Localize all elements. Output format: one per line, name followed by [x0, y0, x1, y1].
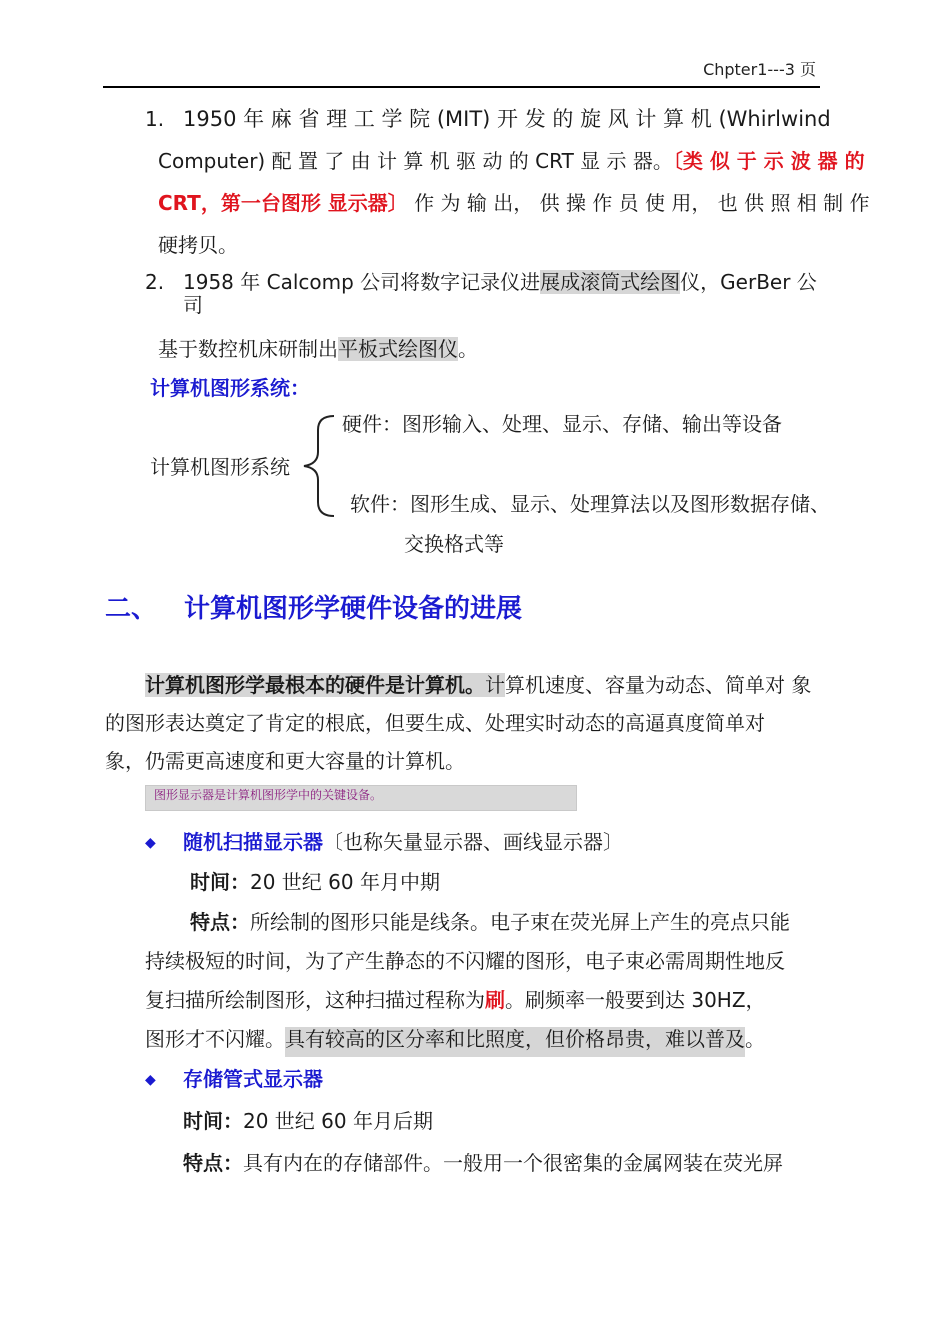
item2-line1-text: 1958 年 Calcomp 公司将数字记录仪进	[183, 270, 541, 294]
random-scan-heading	[183, 830, 623, 854]
item1-line4: 硬拷贝。	[158, 233, 238, 257]
storage-tube-time-label: 时间：	[183, 1109, 243, 1133]
item2-line3-rest: 。	[458, 337, 478, 361]
system-root: 计算机图形系统	[150, 455, 290, 479]
random-scan-title: 随机扫描显示器	[183, 830, 323, 854]
random-scan-feature-text3a: 复扫描所绘制图形，这种扫描过程称为	[145, 988, 485, 1012]
item1-line2-text: Computer) 配 置 了 由 计 算 机 驱 动 的 CRT 显 示 器。	[158, 149, 673, 173]
random-scan-aka: 〔也称矢量显示器、画线显示器〕	[323, 830, 623, 854]
item2-number: 2.	[145, 270, 165, 294]
note-box: 图形显示器是计算机图形学中的关键设备。	[145, 785, 577, 811]
item2-line1-highlight: 展成滚筒式绘图	[540, 270, 681, 294]
storage-tube-title: 存储管式显示器	[183, 1067, 323, 1091]
item1-line2	[158, 149, 865, 173]
para1-line1	[145, 673, 811, 697]
diamond-bullet-icon: ◆	[145, 1072, 156, 1088]
para1-lead-sentence: 计算机图形学最根本的硬件是计算机。	[145, 673, 485, 697]
item2-line3-text: 基于数控机床研制出	[158, 337, 338, 361]
page-header-label: Chpter1---3 页	[703, 60, 816, 79]
random-scan-feature-line3	[145, 988, 766, 1012]
storage-tube-feature-line1	[183, 1151, 783, 1175]
item1-number: 1.	[145, 107, 165, 131]
item2-line1-rest: 仪，GerBer 公	[680, 270, 817, 294]
para1-line2: 的图形表达奠定了肯定的根底，但要生成、处理实时动态的高逼真度简单对	[105, 711, 765, 735]
para1-highlight-char: 计	[485, 673, 505, 697]
section2-number: 二、	[105, 594, 158, 624]
random-scan-feature-label: 特点：	[190, 910, 250, 934]
system-heading: 计算机图形系统：	[150, 376, 310, 400]
system-software-line1: 软件：图形生成、显示、处理算法以及图形数据存储、	[350, 492, 830, 516]
storage-tube-time	[183, 1109, 433, 1133]
para1-line3: 象，仍需更高速度和更大容量的计算机。	[105, 749, 465, 773]
storage-tube-feature-label: 特点：	[183, 1151, 243, 1175]
storage-tube-time-value: 20 世纪 60 年月后期	[243, 1109, 433, 1133]
section2-title: 计算机图形学硬件设备的进展	[184, 594, 523, 624]
random-scan-feature-line2: 持续极短的时间，为了产生静态的不闪耀的图形，电子束必需周期性地反	[145, 949, 785, 973]
random-scan-feature-text4b: 。	[745, 1027, 765, 1051]
random-scan-time	[190, 870, 440, 894]
para1-line1-rest: 算机速度、容量为动态、简单对 象	[505, 673, 812, 697]
random-scan-feature-line1	[190, 910, 790, 934]
storage-tube-feature-text1: 具有内在的存储部件。一般用一个很密集的金属网装在荧光屏	[243, 1151, 783, 1175]
system-hardware: 硬件：图形输入、处理、显示、存储、输出等设备	[342, 412, 782, 436]
diamond-bullet-icon: ◆	[145, 835, 156, 851]
random-scan-feature-text3b: 。刷频率一般要到达 30HZ，	[505, 988, 766, 1012]
item2-line2: 司	[183, 293, 203, 317]
item1-line2-red: 〔类 似 于 示 波 器 的	[672, 149, 865, 173]
system-software-line2: 交换格式等	[404, 532, 504, 556]
item1-line3-text: 作 为 输 出， 供 操 作 员 使 用， 也 供 照 相 制 作	[414, 191, 870, 215]
item2-line1	[183, 270, 817, 294]
item2-line3-highlight: 平板式绘图仪	[338, 337, 458, 361]
random-scan-feature-text1: 所绘制的图形只能是线条。电子束在荧光屏上产生的亮点只能	[250, 910, 790, 934]
item1-line3-red: CRT，第一台图形 显示器〕	[158, 191, 408, 215]
random-scan-feature-line4	[145, 1027, 765, 1051]
random-scan-feature-text4a: 图形才不闪耀。	[145, 1027, 285, 1051]
random-scan-time-label: 时间：	[190, 870, 250, 894]
item1-line1: 1950 年 麻 省 理 工 学 院 (MIT) 开 发 的 旋 风 计 算 机 (Whirlwind	[183, 107, 831, 131]
refresh-keyword: 刷	[485, 988, 505, 1012]
header-rule	[103, 86, 820, 88]
item1-line3	[158, 191, 870, 215]
item2-line3	[158, 337, 478, 361]
random-scan-feature-highlight: 具有较高的区分率和比照度，但价格昂贵，难以普及	[285, 1027, 745, 1057]
random-scan-time-value: 20 世纪 60 年月中期	[250, 870, 440, 894]
curly-brace-icon	[296, 412, 338, 520]
